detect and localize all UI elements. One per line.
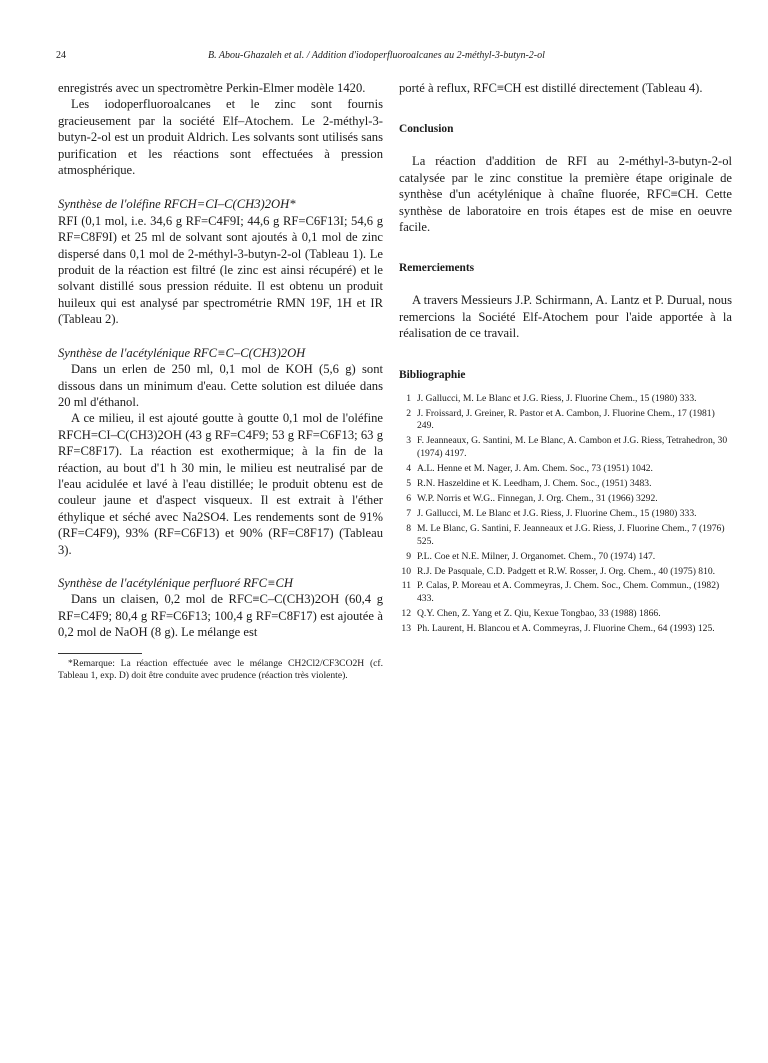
reference-number: 13 [401,623,411,635]
reference-number: 4 [406,463,411,475]
heading-bibliographie: Bibliographie [399,368,466,381]
reference-text: P.L. Coe et N.E. Milner, J. Organomet. Chem., 70 (1974) 147. [417,550,656,562]
paragraph-claisen: Dans un claisen, 0,2 mol de RFC≡C–C(CH3)2OH (60,4 g RF=C4F9; 80,4 g RF=C6F13; 100,4 g RF=C8F17) est ajoutée à 0,2 mol de NaOH (8 g). Le mélange est [58,592,383,640]
reference-text: J. Froissard, J. Greiner, R. Pastor et A. Cambon, J. Fluorine Chem., 17 (1981) 249. [417,407,715,432]
reference-number: 2 [406,407,411,419]
paragraph-olefin-procedure: RFI (0,1 mol, i.e. 34,6 g RF=C4F9I; 44,6 g RF=C6F13I; 54,6 g RF=C8F9I) et 25 ml de solvant sont ajoutés à 0,1 mol de zinc dispersé dans 0,1 mol de 2-méthyl-3-butyn-2-ol (Tableau 1). Le produit de la réaction est filtré (le zinc est ainsi récupéré) et le solvant distillé sous pression réduite. Il est obtenu un produit huileux qui est analysé par spectrométrie RMN 19F, 1H et IR (Tableau 2). [58,213,383,327]
right-column [399,80,732,638]
reference-text: M. Le Blanc, G. Santini, F. Jeanneaux et J.G. Riess, J. Fluorine Chem., 7 (1976) 525. [417,522,725,547]
reference-number: 10 [401,565,411,577]
reference-number: 11 [401,580,411,592]
reference-text: J. Gallucci, M. Le Blanc et J.G. Riess, J. Fluorine Chem., 15 (1980) 333. [417,507,697,519]
footnote-remark: *Remarque: La réaction effectuée avec le mélange CH2Cl2/CF3CO2H (cf. Tableau 1, exp. D) doit être conduite avec prudence (réaction très violente). [58,657,383,682]
reference-text: W.P. Norris et W.G.. Finnegan, J. Org. Chem., 31 (1966) 3292. [417,493,658,504]
reference-text: Q.Y. Chen, Z. Yang et Z. Qiu, Kexue Tongbao, 33 (1988) 1866. [417,608,661,620]
running-title: B. Abou-Ghazaleh et al. / Addition d'iodoperfluoroalcanes au 2-méthyl-3-butyn-2-ol [208,50,545,61]
reference-item [399,408,732,434]
paragraph-conclusion: La réaction d'addition de RFI au 2-méthyl-3-butyn-2-ol catalysée par le zinc constitue la première étape originale de synthèse d'un acétylénique à chaîne fluorée, RFC≡CH. Cette synthèse de laboratoire en trois étapes est de mise en oeuvre facile. [399,154,732,235]
reference-item [399,393,732,406]
reference-item [399,463,732,476]
reference-item [399,623,732,636]
paragraph-dropwise-addition: A ce milieu, il est ajouté goutte à goutte 0,1 mol de l'oléfine RFCH=CI–C(CH3)2OH (43 g RF=C4F9; 53 g RF=C6F13; 63 g RF=C8F17). La réaction est exothermique; à la fin de la réaction, au bout d'1 h 30 min, le milieu est neutralisé par de l'eau acidulée et lavé à l'eau distillée; le produit obtenu est de couleur jaune et d'aspect visqueux. Il est extrait à l'éther éthylique et séché avec Na2SO4. Les rendements sont de 91% (RF=C4F9), 93% (RF=C6F13) et 90% (RF=C8F17) (Tableau 3). [58,411,383,557]
heading-perfluoro-acetylenic: Synthèse de l'acétylénique perfluoré RFC≡CH [58,575,294,590]
reference-item [399,608,732,621]
running-header [56,48,732,64]
reference-text: Ph. Laurent, H. Blancou et A. Commeyras, J. Fluorine Chem., 64 (1993) 125. [417,623,715,635]
reference-text: J. Gallucci, M. Le Blanc et J.G. Riess, J. Fluorine Chem., 15 (1980) 333. [417,392,697,404]
reference-number: 1 [406,392,411,404]
reference-item [399,566,732,579]
paragraph-reflux: porté à reflux, RFC≡CH est distillé directement (Tableau 4). [399,81,703,95]
footnote-divider [58,653,142,654]
page-number: 24 [56,50,66,61]
reference-item [399,435,732,461]
reference-number: 7 [406,507,411,519]
heading-acetylenic-synthesis: Synthèse de l'acétylénique RFC≡C–C(CH3)2OH [58,345,306,360]
reference-text: R.N. Haszeldine et K. Leedham, J. Chem. Soc., (1951) 3483. [417,478,652,490]
paragraph-koh-solution: Dans un erlen de 250 ml, 0,1 mol de KOH (5,6 g) sont dissous dans un minimum d'eau. Cette solution est diluée dans 20 ml d'éthanol. [58,362,383,409]
reference-number: 9 [406,550,411,562]
reference-number: 12 [401,608,411,620]
heading-remerciements: Remerciements [399,262,475,275]
reference-item [399,478,732,491]
heading-conclusion: Conclusion [399,123,454,136]
reference-number: 6 [406,493,411,504]
reference-number: 8 [406,522,411,534]
reference-number: 5 [406,478,411,490]
reference-number: 3 [406,435,411,447]
left-column [58,80,383,683]
reference-text: R.J. De Pasquale, C.D. Padgett et R.W. Rosser, J. Org. Chem., 40 (1975) 810. [417,565,716,577]
reference-text: A.L. Henne et M. Nager, J. Am. Chem. Soc., 73 (1951) 1042. [417,463,653,475]
reference-item [399,580,732,606]
reference-text: F. Jeanneaux, G. Santini, M. Le Blanc, A. Cambon et J.G. Riess, Tetrahedron, 30 (1974) 4197. [417,435,728,460]
paragraph-spectrometer: enregistrés avec un spectromètre Perkin-Elmer modèle 1420. [58,81,366,95]
reference-text: P. Calas, P. Moreau et A. Commeyras, J. Chem. Soc., Chem. Commun., (1982) 433. [417,580,720,605]
paragraph-remerciements: A travers Messieurs J.P. Schirmann, A. Lantz et P. Durual, nous remercions la Société Elf-Atochem pour l'aide apportée à la réalisation de ce travail. [399,293,732,341]
heading-olefin-synthesis: Synthèse de l'oléfine RFCH=CI–C(CH3)2OH* [58,197,296,212]
reference-item [399,551,732,564]
reference-item [399,493,732,506]
reference-list [399,393,732,636]
paragraph-materials: Les iodoperfluoroalcanes et le zinc sont fournis gracieusement par la société Elf–Atochem. Le 2-méthyl-3-butyn-2-ol est un produit Aldrich. Les solvants sont utilisés sans purification et les réactions sont effectuées à pression atmosphérique. [58,97,383,178]
reference-item [399,523,732,549]
reference-item [399,508,732,521]
